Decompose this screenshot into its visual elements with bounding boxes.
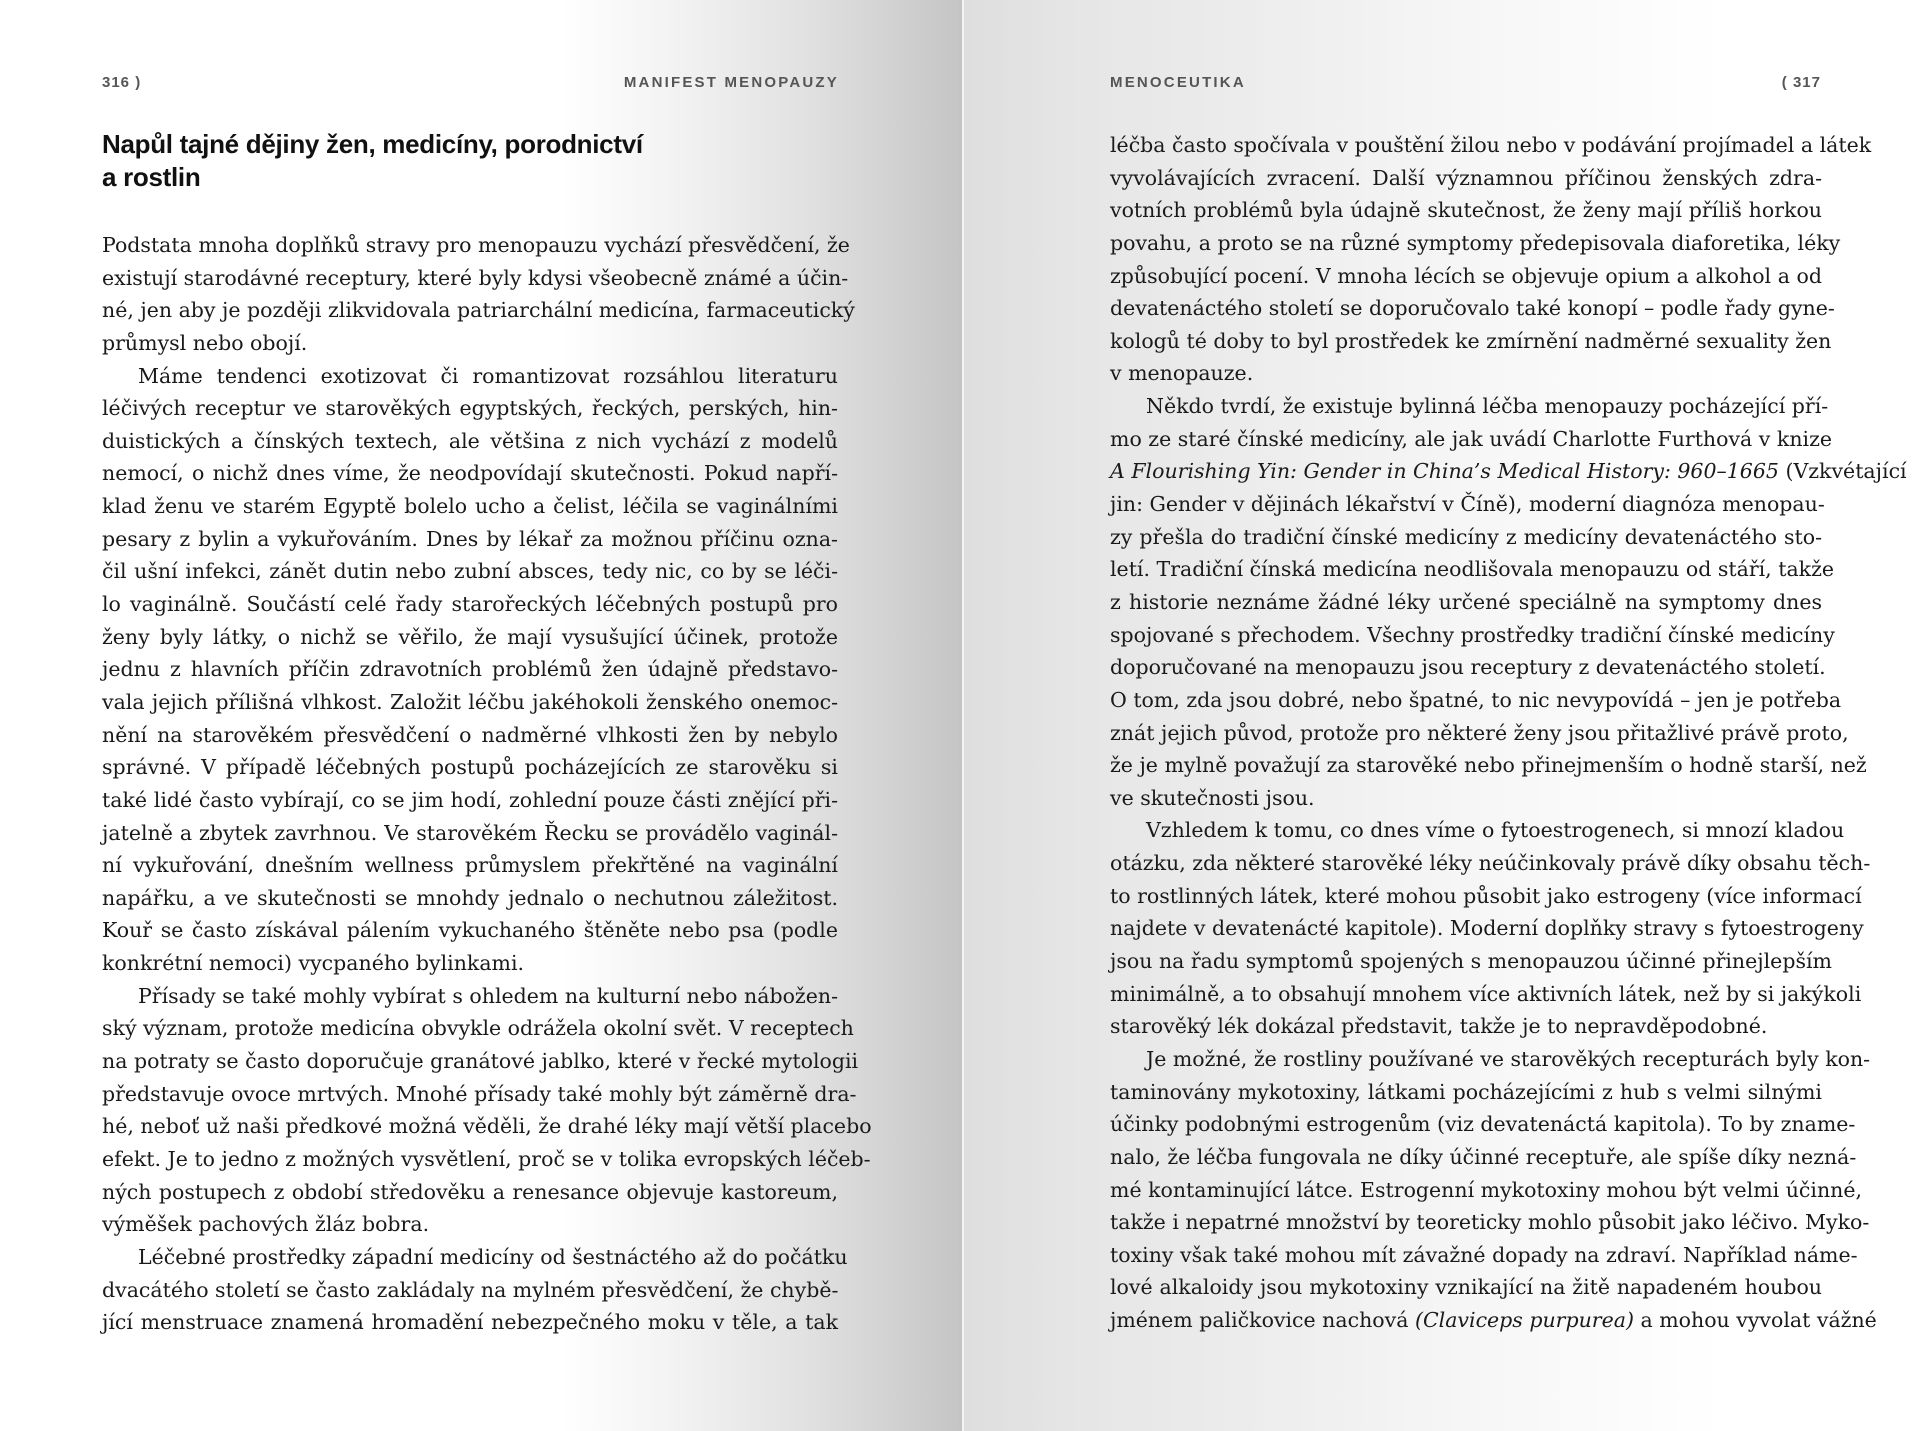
text-line: léčba často spočívala v pouštění žilou nebo v podávání projímadel a látek [1110,133,1872,157]
paragraph [102,360,838,980]
text-line: Léčebné prostředky západní medicíny od šestnáctého až do počátku [138,1244,848,1269]
text-line: minimálně, a to obsahují mnohem více aktivních látek, než by si jakýkoli [1110,981,1862,1006]
paragraph [1110,1043,1877,1337]
text-line: Je možné, že rostliny používané ve starověkých recepturách byly kon- [1146,1046,1871,1071]
paragraph [102,229,855,360]
text-line: to rostlinných látek, které mohou působit jako estrogeny (více informací [1110,883,1862,908]
text-line: způsobující pocení. V mnoha lécích se objevuje opium a alkohol a od [1110,263,1822,288]
section-heading-line: Napůl tajné dějiny žen, medicíny, porodnictví [102,129,643,159]
paragraph [102,980,872,1241]
text-line: klad ženu ve starém Egyptě bolelo ucho a čelist, léčila se vaginálními [102,494,838,519]
text-line: lové alkaloidy jsou mykotoxiny vznikající na žitě napadeném houbou [1110,1275,1822,1300]
text-line: výměšek pachových žláz bobra. [102,1212,430,1237]
text-line: konkrétní nemoci) vycpaného bylinkami. [102,951,525,976]
text-line: efekt. Je to jedno z možných vysvětlení, proč se v tolika evropských léčeb- [102,1146,871,1171]
text-line: starověký lék dokázal představit, takže je to nepravděpodobné. [1110,1014,1768,1039]
text-line: takže i nepatrné množství by teoreticky mohlo působit jako léčivo. Myko- [1110,1210,1870,1235]
running-head-right: MENOCEUTIKA [1110,74,1246,91]
text-line: představuje ovoce mrtvých. Mnohé přísady také mohly být záměrně dra- [102,1081,857,1106]
paragraph [1110,814,1871,1042]
body-text-left [102,229,872,1339]
text-line: pesary z bylin a vykuřováním. Dnes by lékař za možnou příčinu ozna- [102,526,838,551]
text-line: najdete v devatenácté kapitole). Moderní doplňky stravy s fytoestrogeny [1110,916,1864,941]
body-text-right [1110,129,1907,1337]
text-line: čil ušní infekci, zánět dutin nebo zubní absces, tedy nic, co by se léči- [102,559,838,584]
text-line: povahu, a proto se na různé symptomy předepisovala diaforetika, léky [1110,230,1841,255]
italic-text: (Claviceps purpurea) [1414,1308,1634,1333]
text-line: vala jejich přílišná vlhkost. Založit léčbu jakéhokoli ženského onemoc- [102,689,838,714]
text-line: jednu z hlavních příčin zdravotních problémů žen údajně představo- [102,657,838,682]
text-line: jin: Gender v dějinách lékařství v Číně), moderní diagnóza menopau- [1110,492,1825,517]
text-line: hé, neboť už naši předkové možná věděli, že drahé léky mají větší placebo [102,1114,872,1139]
text-line: léčivých receptur ve starověkých egyptských, řeckých, perských, hin- [102,396,838,421]
text-line: devatenáctého století se doporučovalo také konopí – podle řady gyne- [1110,296,1835,321]
text-line: průmysl nebo obojí. [102,330,308,355]
text-line: nalo, že léčba fungovala ne díky účinné receptuře, ale spíše díky nezná- [1110,1144,1857,1169]
text-line: mé kontaminující látce. Estrogenní mykotoxiny mohou být velmi účinné, [1110,1177,1863,1202]
text-line: otázku, zda některé starověké léky neúčinkovaly právě díky obsahu těch- [1110,851,1871,876]
text-line: ve skutečnosti jsou. [1110,785,1315,810]
text-line: spojované s přechodem. Všechny prostředky tradiční čínské medicíny [1110,622,1835,647]
section-heading-line: a rostlin [102,162,201,192]
section-heading [102,128,822,194]
text-line: Kouř se často získával pálením vykuchaného štěněte nebo psa (podle [102,918,838,943]
text-line: O tom, zda jsou dobré, nebo špatné, to nic nevypovídá – jen je potřeba [1110,687,1842,712]
text-line: že je mylně považují za starověké nebo přinejmenším o hodně starší, než [1110,753,1867,778]
text-line: dvacátého století se často zakládaly na mylném přesvědčení, že chybě- [102,1277,839,1302]
text-line: jící menstruace znamená hromadění nebezpečného moku v těle, a tak [102,1310,838,1335]
text-line: Přísady se také mohly vybírat s ohledem na kulturní nebo nábožen- [138,983,838,1008]
text-line [1110,455,1907,488]
text-segment: (Vzkvétající [1778,459,1907,484]
italic-text: A Flourishing Yin: Gender in China’s Medical History: 960–1665 [1110,459,1779,484]
text-segment: jménem paličkovice nachová [1110,1308,1415,1333]
text-line: vyvolávajících zvracení. Další významnou příčinou ženských zdra- [1110,165,1822,190]
text-line: né, jen aby je později zlikvidovala patriarchální medicína, farmaceutický [102,298,855,323]
text-line: správné. V případě léčebných postupů pocházejících ze starověku si [102,755,838,780]
text-line: kologů té doby to byl prostředek ke zmírnění nadměrné sexuality žen [1110,328,1832,353]
text-line: ský význam, protože medicína obvykle odrážela okolní svět. V receptech [102,1016,854,1041]
text-line: ných postupech z období středověku a renesance objevuje kastoreum, [102,1179,838,1204]
text-line: ženy byly látky, o nichž se věřilo, že mají vysušující účinek, protože [102,624,838,649]
text-line: zy přešla do tradiční čínské medicíny z medicíny devatenáctého sto- [1110,524,1822,549]
paragraph [102,1241,848,1339]
text-line: Někdo tvrdí, že existuje bylinná léčba menopauzy pocházející pří- [1146,394,1829,419]
text-line: znát jejich původ, protože pro některé ženy jsou přitažlivé právě proto, [1110,720,1849,745]
text-line: na potraty se často doporučuje granátové jablko, které v řecké mytologii [102,1049,859,1074]
text-line: nemocí, o nichž dnes víme, že neodpovídají skutečnosti. Pokud napří- [102,461,838,486]
text-line: napářku, a ve skutečnosti se mnohdy jednalo o nechutnou záležitost. [102,885,838,910]
page-number-right: ( 317 [1781,74,1821,91]
text-line: Vzhledem k tomu, co dnes víme o fytoestrogenech, si mnozí kladou [1146,818,1845,843]
right-page [964,0,1925,1431]
text-line: v menopauze. [1110,361,1254,386]
text-line: Podstata mnoha doplňků stravy pro menopauzu vychází přesvědčení, že [102,233,850,257]
text-line: votních problémů byla údajně skutečnost, že ženy mají příliš horkou [1110,198,1822,223]
text-line: jatelně a zbytek zavrhnou. Ve starověkém Řecku se provádělo vaginál- [102,820,838,845]
text-line: účinky podobnými estrogenům (viz devatenáctá kapitola). To by zname- [1110,1112,1856,1137]
text-line: ní vykuřování, dnešním wellness průmyslem překřtěné na vaginální [102,853,838,878]
text-line: duistických a čínských textech, ale většina z nich vychází z modelů [102,428,838,453]
text-segment: a mohou vyvolat vážné [1633,1308,1877,1333]
text-line: lo vaginálně. Součástí celé řady starořeckých léčebných postupů pro [102,592,838,617]
text-line: jsou na řadu symptomů spojených s menopauzou účinné přinejlepším [1110,949,1832,974]
text-line: existují starodávné receptury, které byly kdysi všeobecně známé a účin- [102,265,849,290]
text-line: taminovány mykotoxiny, látkami pocházejícími z hub s velmi silnými [1110,1079,1822,1104]
text-line: také lidé často vybírají, co se jim hodí, zohlední pouze části znějící při- [102,787,838,812]
text-line [1110,1304,1877,1337]
text-line: letí. Tradiční čínská medicína neodlišovala menopauzu od stáří, takže [1110,557,1835,582]
text-line: toxiny však také mohou mít závažné dopady na zdraví. Například náme- [1110,1242,1858,1267]
text-line: nění na starověkém přesvědčení o nadměrné vlhkosti žen by nebylo [102,722,838,747]
running-head-left: MANIFEST MENOPAUZY [623,74,839,91]
text-line: Máme tendenci exotizovat či romantizovat rozsáhlou literaturu [138,363,838,388]
text-line: mo ze staré čínské medicíny, ale jak uvádí Charlotte Furthová v knize [1110,426,1833,451]
paragraph [1110,390,1907,814]
page-number-left: 316 ) [102,74,142,91]
text-line: z historie neznáme žádné léky určené speciálně na symptomy dnes [1110,589,1822,614]
paragraph [1110,129,1872,390]
left-page [0,0,962,1431]
text-line: doporučované na menopauzu jsou receptury z devatenáctého století. [1110,655,1826,680]
